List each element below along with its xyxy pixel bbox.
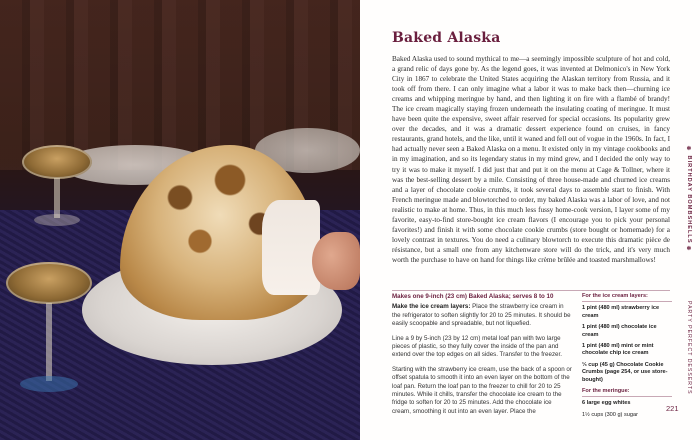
step-1-lead: Make the ice cream layers: — [392, 303, 471, 311]
method-step-2: Line a 9 by 5-inch (23 by 12 cm) metal loaf pan with two large pieces of plastic, so they fully cover the inside of the pan and extend over the top edges on all sides. Transfer to the freezer. — [392, 334, 562, 359]
ingredient-item: 1 pint (480 ml) mint or mint chocolate chip ice cream — [582, 343, 654, 357]
ingredient-item: 6 large egg whites — [582, 400, 631, 407]
step-1-text: Place the strawberry ice cream in the refrigerator to soften slightly for 20 to 25 minutes. It should be easily scoopable and spreadable, but not liquefied. — [392, 303, 571, 328]
page-number: 221 — [666, 404, 679, 413]
cut-slice-interior — [262, 200, 320, 295]
recipe-page — [360, 0, 700, 440]
glass-base-front — [20, 376, 78, 392]
book-side-tab: PARTY PERFECT DESSERTS — [686, 300, 692, 395]
glass-stem-back — [54, 178, 60, 218]
ice-cream-ingredients-heading: For the ice cream layers: — [582, 293, 672, 302]
method-column — [392, 293, 572, 422]
glass-base-back — [34, 214, 80, 226]
ingredient-item: 1 pint (480 ml) strawberry ice cream — [582, 305, 660, 319]
meringue-ingredients-heading: For the meringue: — [582, 388, 672, 397]
yield-line: Makes one 9-inch (23 cm) Baked Alaska; serves 8 to 10 — [392, 293, 554, 300]
method-step-1 — [392, 303, 572, 328]
ingredients-column — [582, 293, 672, 423]
coupe-glass-front — [6, 262, 92, 304]
recipe-intro: Baked Alaska used to sound mythical to me—a seemingly impossible sculpture of hot and cold, a grand relic of days gone by. As the legend goes, it was invented at Delmonico's in New York City in 1867 to celebrate the United States acquiring the Alaskan territory from Russia, and it took off from there. I can only imagine what a labor it was to make back then—churning ice creams and whipping meringue by hand, and then lighting it on fire with a flambé of brandy! The ice cream magically staying frozen underneath the insulating coating of meringue. It must have been quite the expensive, sweet affair reserved for special occasions. Its popularity grew over the decades, and it was a dramatic dessert experience found on cruises, in fancy restaurants, grand hotels, and the like, until it waned and fell out of vogue in the 1960s. In fact, I had actually never seen a Baked Alaska on a menu. It existed only in my vintage cookbooks and in my imagination, and so its legendary status in my mind grew, and I decided the only way to try it was to make it myself. I did just that and put it on the menu at Cage & Tollner, where it was the best-selling dessert by a mile. Consisting of three house-made and churned ice creams and a layer of chocolate cookie crumbs, it took several days to assemble start to finish. With French meringue made and blowtorched to order, my baked Alaska was a labor of love, and not realistic to make at home. Thus, in this much less fussy home-cook version, I layer some of my favorite, easy-to-find store-bought ice cream flavors (I encourage you to pick your personal favorites!) and finish it with some chocolate cookie crumbs (store bought or homemade) for a lovely contrast in textures. You do need a culinary blowtorch to execute this dramatic pièce de résistance, but a small one from any kitchenware store will do the trick, and it's very much worth the purchase to have on hand for things like crème brûlée and toasted marshmallows! — [392, 55, 670, 264]
glass-stem-front — [46, 303, 52, 381]
ingredient-item: 1 pint (480 ml) chocolate ice cream — [582, 324, 657, 338]
ingredient-item: 1½ cups (300 g) sugar — [582, 411, 638, 418]
recipe-title: Baked Alaska — [392, 30, 501, 46]
hand-holding-plate — [312, 232, 360, 290]
chapter-side-tab: ✻ BIRTHDAY BOMBSHELLS ✻ — [686, 146, 692, 254]
method-step-3: Starting with the strawberry ice cream, use the back of a spoon or offset spatula to smooth it into an even layer on the bottom of the loaf pan. Return the loaf pan to the freezer to chill for 20 to 25 minutes. While it chills, transfer the chocolate ice cream to the fridge to soften for 20 to 25 minutes. Add the chocolate ice cream, smoothing it out into an even layer. Place the — [392, 365, 572, 415]
section-divider — [392, 290, 670, 291]
ingredient-item: ⅓ cup (45 g) Chocolate Cookie Crumbs (page 254, or use store-bought) — [582, 361, 668, 383]
coupe-glass-back — [22, 145, 92, 179]
